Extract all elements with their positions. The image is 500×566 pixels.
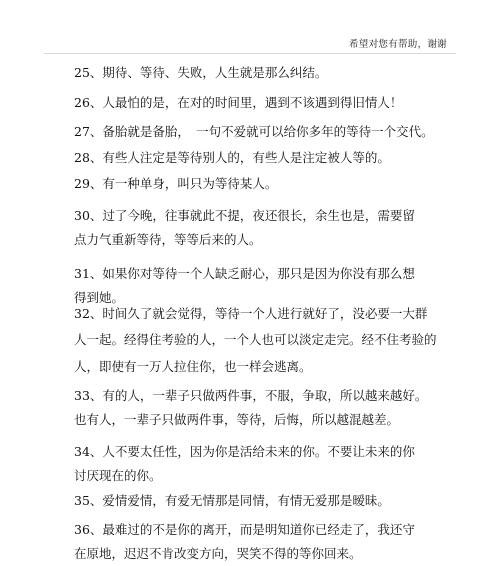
quote-line: 25、期待、等待、失败，人生就是那么纠结。 [74,65,328,80]
quote-line: 点力气重新等待，等等后来的人。 [74,232,262,247]
header-divider [44,53,456,54]
quote-line: 28、有些人注定是等待别人的，有些人是注定被人等的。 [74,150,390,165]
quote-line: 32、时间久了就会觉得，等待一个人进行就好了，没必要一大群 [74,306,428,321]
quote-line: 33、有的人，一辈子只做两件事，不服，争取，所以越来越好。 [74,388,428,403]
quote-line: 人一起。经得住考验的人，一个人也可以淡定走完。经不住考验的 [74,332,437,347]
quote-line: 29、有一种单身，叫只为等待某人。 [74,176,278,191]
quote-line: 人，即使有一万人拉住你，也一样会逃离。 [74,359,312,374]
quote-line: 31、如果你对等待一个人缺乏耐心，那只是因为你没有那么想 [74,266,415,281]
quote-line: 得到她。 [74,290,125,305]
quote-line: 35、爱情爱情，有爱无情那是同情，有情无爱那是暧昧。 [74,493,390,508]
quote-line: 36、最难过的不是你的离开，而是明知道你已经走了，我还守 [74,522,415,537]
quote-line: 讨厌现在的你。 [74,468,162,483]
quote-line: 30、过了今晚，往事就此不提，夜还很长，余生也是，需要留 [74,208,415,223]
page-header: 希望对您有帮助，谢谢 [348,39,447,50]
quote-line: 26、人最怕的是，在对的时间里，遇到不该遇到得旧情人！ [74,95,403,110]
quote-line: 也有人，一辈子只做两件事，等待，后悔，所以越混越差。 [74,412,400,427]
quote-line: 在原地，迟迟不肯改变方向，哭笑不得的等你回来。 [74,546,362,561]
quote-line: 27、备胎就是备胎， 一句不爱就可以给你多年的等待一个交代。 [74,124,434,139]
quote-line: 34、人不要太任性，因为你是活给未来的你。不要让未来的你 [74,444,415,459]
